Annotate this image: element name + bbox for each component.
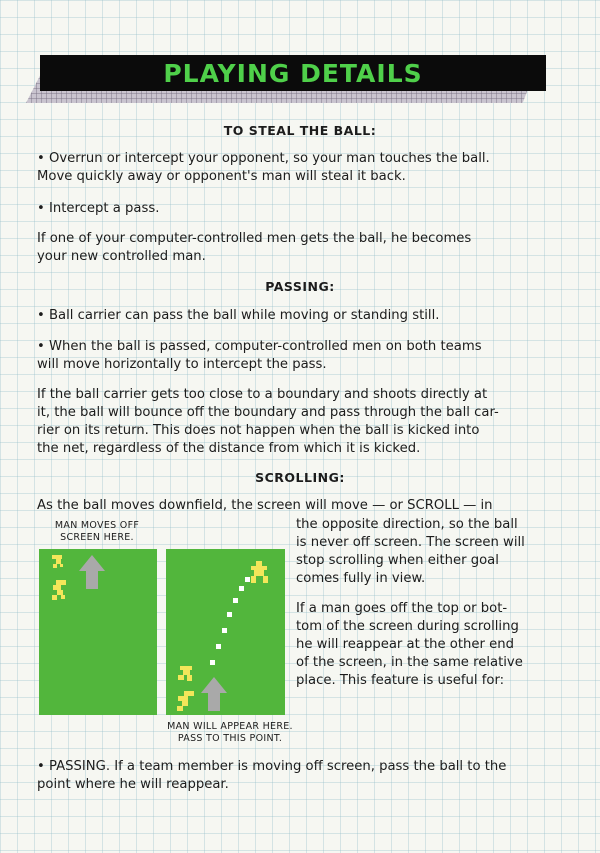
banner-bar bbox=[40, 55, 546, 91]
screen-after-scroll-art bbox=[166, 549, 285, 715]
page-title: PLAYING DETAILS bbox=[163, 58, 423, 88]
passing-bullet1: • Ball carrier can pass the ball while moving or standing still. bbox=[37, 308, 440, 323]
steal-para-line1: If one of your computer-controlled men gets the ball, he becomes bbox=[37, 231, 472, 246]
passing-para-line1: If the ball carrier gets too close to a boundary and shoots directly at bbox=[37, 387, 488, 402]
steal-para-line2: your new controlled man. bbox=[37, 249, 206, 264]
screen-before-scroll-art bbox=[39, 549, 157, 715]
player-icon bbox=[52, 555, 63, 568]
scrolling-right-1-3: comes fully in view. bbox=[296, 571, 426, 586]
scrolling-right-2-4: place. This feature is useful for: bbox=[296, 673, 505, 688]
scrolling-final-line1: • PASSING. If a team member is moving off screen, pass the ball to the bbox=[37, 759, 507, 774]
scrolling-final-line2: point where he will reappear. bbox=[37, 777, 229, 792]
scrolling-heading: SCROLLING: bbox=[255, 470, 345, 485]
scrolling-intro-line1: As the ball moves downfield, the screen will move — or SCROLL — in bbox=[37, 498, 493, 513]
label-man-moves-off-line2: SCREEN HERE. bbox=[60, 532, 134, 543]
label-man-appears-line1: MAN WILL APPEAR HERE. bbox=[167, 721, 293, 732]
scrolling-right-1-2: stop scrolling when either goal bbox=[296, 553, 499, 568]
title-banner bbox=[26, 55, 546, 105]
passing-para-line4: the net, regardless of the distance from which it is kicked. bbox=[37, 441, 421, 456]
player-icon bbox=[178, 666, 192, 681]
scrolling-right-2-2: he will reappear at the other end bbox=[296, 637, 514, 652]
label-man-moves-off-line1: MAN MOVES OFF bbox=[54, 520, 140, 531]
label-man-appears-line2: PASS TO THIS POINT. bbox=[177, 733, 283, 744]
steal-bullet2: • Intercept a pass. bbox=[37, 201, 160, 216]
up-arrow-icon bbox=[201, 677, 227, 711]
steal-bullet1-line1: • Overrun or intercept your opponent, so your man touches the ball. bbox=[37, 151, 490, 166]
passing-bullet2-line2: will move horizontally to intercept the pass. bbox=[37, 357, 327, 372]
passing-heading: PASSING: bbox=[265, 279, 335, 294]
player-icon bbox=[251, 561, 268, 583]
scrolling-right-1-1: is never off screen. The screen will bbox=[296, 535, 525, 550]
player-icon bbox=[52, 580, 66, 600]
scrolling-right-2-1: tom of the screen during scrolling bbox=[296, 619, 519, 634]
scrolling-right-2-3: of the screen, in the same relative bbox=[296, 655, 523, 670]
scrolling-right-2-0: If a man goes off the top or bot- bbox=[296, 601, 508, 616]
player-icon bbox=[177, 691, 194, 711]
steal-bullet1-line2: Move quickly away or opponent's man will steal it back. bbox=[37, 169, 406, 184]
passing-para-line2: it, the ball will bounce off the boundary and pass through the ball car- bbox=[37, 405, 499, 420]
up-arrow-icon bbox=[79, 555, 105, 589]
passing-para-line3: rier on its return. This does not happen when the ball is kicked into bbox=[37, 423, 480, 438]
scrolling-right-1-0: the opposite direction, so the ball bbox=[296, 517, 518, 532]
ball-trail bbox=[210, 577, 250, 665]
screen-before-scroll bbox=[39, 549, 157, 715]
screen-after-scroll bbox=[166, 549, 285, 715]
steal-heading: TO STEAL THE BALL: bbox=[223, 123, 377, 138]
passing-bullet2-line1: • When the ball is passed, computer-controlled men on both teams bbox=[37, 339, 482, 354]
